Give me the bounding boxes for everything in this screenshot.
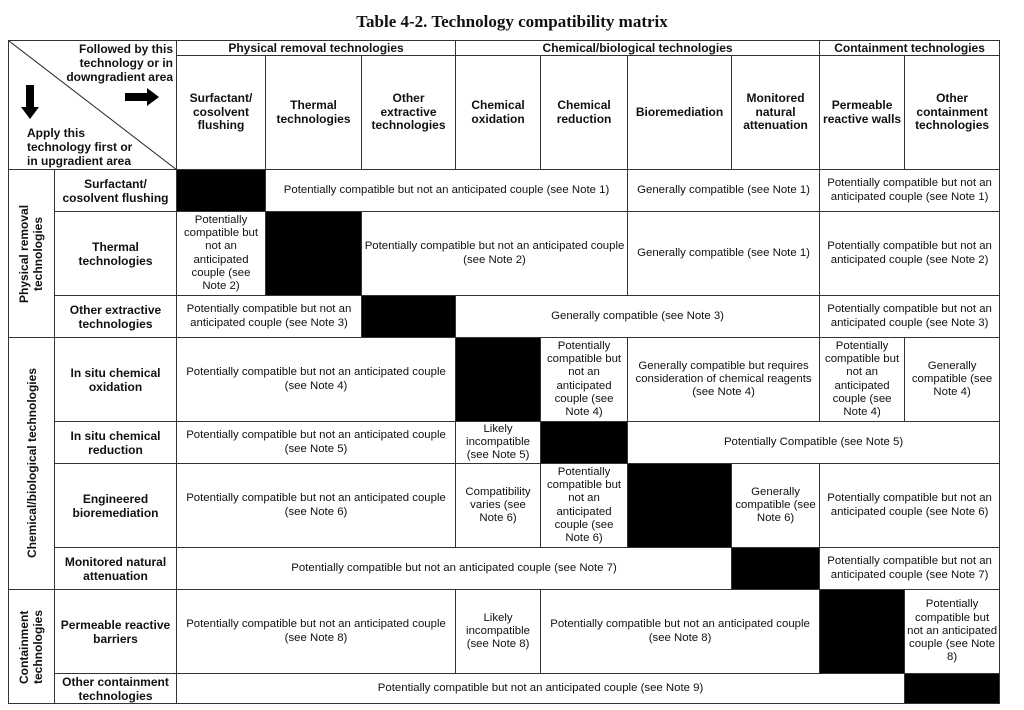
compatibility-cell: Potentially compatible but not an anticipated couple (see Note 3): [820, 296, 1000, 338]
column-header: Other containment technologies: [905, 56, 1000, 170]
column-header: Surfactant/ cosolvent flushing: [177, 56, 266, 170]
compatibility-cell: Generally compatible (see Note 6): [732, 464, 820, 548]
column-header: Monitored natural attenuation: [732, 56, 820, 170]
compatibility-cell: Potentially compatible but not an anticipated couple (see Note 8): [177, 590, 456, 674]
row-header: Permeable reactive barriers: [55, 590, 177, 674]
row-header: Engineered bioremediation: [55, 464, 177, 548]
compatibility-cell: Potentially compatible but not an anticipated couple (see Note 5): [177, 422, 456, 464]
compatibility-cell: Potentially compatible but not an anticipated couple (see Note 7): [820, 548, 1000, 590]
arrow-down-icon: [21, 85, 39, 121]
compatibility-cell: Potentially compatible but not an anticipated couple (see Note 6): [177, 464, 456, 548]
row-header: Monitored natural attenuation: [55, 548, 177, 590]
table-row: [9, 296, 1000, 338]
apply-first-label: Apply this technology first or in upgradient area: [27, 126, 133, 168]
compatibility-cell: Potentially compatible but not an anticipated couple (see Note 4): [820, 338, 905, 422]
compatibility-cell: Generally compatible (see Note 1): [628, 212, 820, 296]
diagonal-blank-cell: [628, 464, 732, 548]
table-row: [9, 170, 1000, 212]
row-header: Surfactant/ cosolvent flushing: [55, 170, 177, 212]
table-row: [9, 422, 1000, 464]
table-row: [9, 212, 1000, 296]
diagonal-blank-cell: [362, 296, 456, 338]
compatibility-cell: Potentially compatible but not an anticipated couple (see Note 8): [541, 590, 820, 674]
arrow-right-icon: [125, 88, 161, 106]
diagonal-blank-cell: [266, 212, 362, 296]
row-group-label: [9, 590, 55, 704]
row-header: In situ chemical oxidation: [55, 338, 177, 422]
compatibility-cell: Generally compatible (see Note 1): [628, 170, 820, 212]
compatibility-cell: Likely incompatible (see Note 5): [456, 422, 541, 464]
compatibility-cell: Potentially Compatible (see Note 5): [628, 422, 1000, 464]
compatibility-cell: Potentially compatible but not an anticipated couple (see Note 9): [177, 674, 905, 704]
diagonal-blank-cell: [905, 674, 1000, 704]
compatibility-cell: Potentially compatible but not an anticipated couple (see Note 7): [177, 548, 732, 590]
row-header: Other containment technologies: [55, 674, 177, 704]
table-row: [9, 548, 1000, 590]
compatibility-cell: Potentially compatible but not an anticipated couple (see Note 8): [905, 590, 1000, 674]
table-title: Table 4-2. Technology compatibility matrix: [356, 12, 668, 31]
compatibility-cell: Generally compatible (see Note 3): [456, 296, 820, 338]
table-row: [9, 674, 1000, 704]
column-header: Other extractive technologies: [362, 56, 456, 170]
compatibility-cell: Potentially compatible but not an anticipated couple (see Note 2): [362, 212, 628, 296]
followed-by-label: Followed by this technology or in downgradient area: [66, 42, 173, 84]
table-row: [9, 338, 1000, 422]
compatibility-matrix: [8, 40, 1000, 704]
compatibility-cell: Potentially compatible but not an anticipated couple (see Note 6): [541, 464, 628, 548]
diagonal-blank-cell: [456, 338, 541, 422]
col-group-physical-removal: Physical removal technologies: [177, 41, 456, 56]
compatibility-cell: Generally compatible (see Note 4): [905, 338, 1000, 422]
compatibility-cell: Generally compatible but requires consideration of chemical reagents (see Note 4): [628, 338, 820, 422]
row-group-text: Containment technologies: [16, 609, 45, 684]
col-group-containment: Containment technologies: [820, 41, 1000, 56]
compatibility-cell: Potentially compatible but not an anticipated couple (see Note 6): [820, 464, 1000, 548]
column-header: Thermal technologies: [266, 56, 362, 170]
column-header: Bioremediation: [628, 56, 732, 170]
table-row: [9, 590, 1000, 674]
row-group-label: [9, 170, 55, 338]
compatibility-cell: Potentially compatible but not an anticipated couple (see Note 1): [266, 170, 628, 212]
row-group-label: [9, 338, 55, 590]
row-header: Thermal technologies: [55, 212, 177, 296]
column-header: Chemical oxidation: [456, 56, 541, 170]
compatibility-cell: Potentially compatible but not an anticipated couple (see Note 2): [177, 212, 266, 296]
row-group-text: Chemical/biological technologies: [24, 368, 39, 559]
diagonal-blank-cell: [732, 548, 820, 590]
header-corner: [9, 41, 177, 170]
col-group-chemical-biological: Chemical/biological technologies: [456, 41, 820, 56]
row-header: In situ chemical reduction: [55, 422, 177, 464]
compatibility-cell: Potentially compatible but not an anticipated couple (see Note 4): [177, 338, 456, 422]
column-header: Permeable reactive walls: [820, 56, 905, 170]
compatibility-cell: Compatibility varies (see Note 6): [456, 464, 541, 548]
table-row: [9, 464, 1000, 548]
compatibility-cell: Potentially compatible but not an anticipated couple (see Note 3): [177, 296, 362, 338]
diagonal-blank-cell: [541, 422, 628, 464]
row-group-text: Physical removal technologies: [16, 204, 45, 303]
row-header: Other extractive technologies: [55, 296, 177, 338]
compatibility-cell: Likely incompatible (see Note 8): [456, 590, 541, 674]
diagonal-blank-cell: [177, 170, 266, 212]
compatibility-cell: Potentially compatible but not an anticipated couple (see Note 4): [541, 338, 628, 422]
column-header: Chemical reduction: [541, 56, 628, 170]
compatibility-cell: Potentially compatible but not an anticipated couple (see Note 2): [820, 212, 1000, 296]
diagonal-blank-cell: [820, 590, 905, 674]
compatibility-cell: Potentially compatible but not an anticipated couple (see Note 1): [820, 170, 1000, 212]
